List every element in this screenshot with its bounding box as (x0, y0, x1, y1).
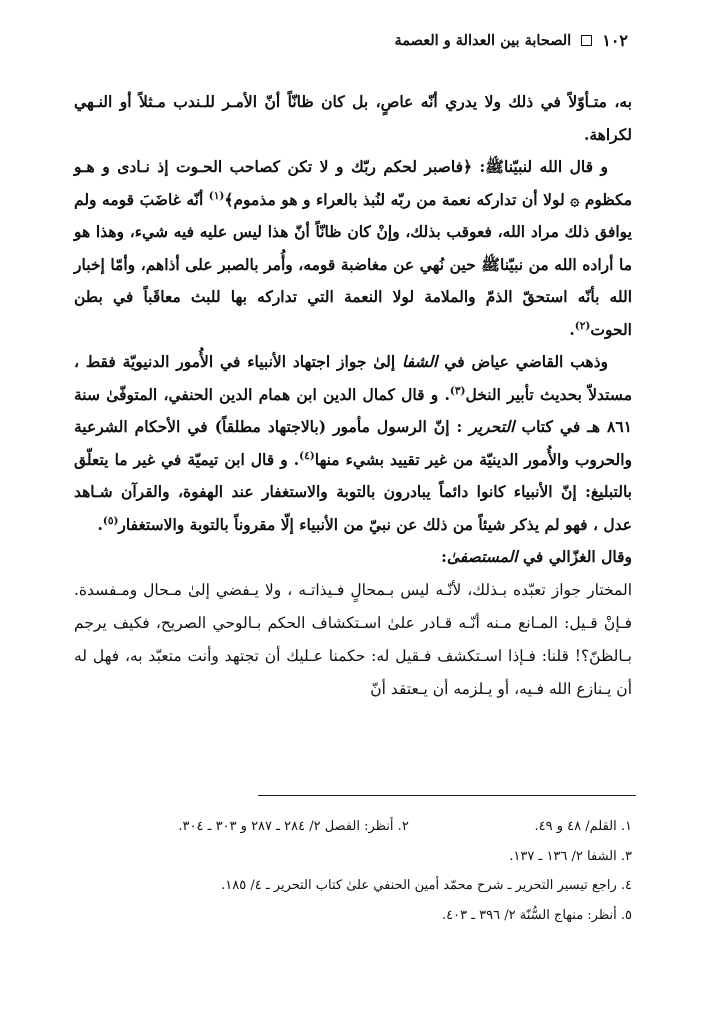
page-number: ١٠٢ (602, 30, 628, 50)
footnote-5: ٥. أنظر: منهاج السُّنّة ٢/ ٣٩٦ ـ ٤٠٣. (441, 907, 632, 923)
book-name-mustasfa: المستصفىٰ (446, 547, 518, 566)
footnote-ref-1[interactable]: (١) (208, 189, 225, 202)
paragraph-2 (74, 151, 632, 346)
footnote-ref-3[interactable]: (٣) (449, 384, 466, 397)
ghazali-quote-text: المختار جواز تعبّده بـذلك، لأنّـه ليس بـمحالٍ فـيذاتـه ، ولا يـفضي إلىٰ مـحال ومـفسدة. فـإنْ قـيل: المـانع مـنه أنّـه قـادر علىٰ اسـتكشاف الحكم بـالوحي الصريح، فكيف يرجم بـالظنّ؟! قلنا: فـإذا اسـتكشف فـقيل له: حكمنا عـليك أن تجتهد وأنت متعبّد به، فهل له أن يـنازع الله فـيه، أو يـلزمه أن يـعتقد أنّ (74, 580, 632, 698)
ghazali-intro-text-a: وقال الغزّالي في (517, 547, 632, 566)
book-title: الصحابة بين العدالة و العصمة (394, 31, 572, 49)
footnote-ref-5[interactable]: (٥) (102, 514, 119, 527)
ghazali-intro (74, 541, 632, 574)
paragraph-3-text-c: . و قال كمال الدين ابن همام الدين الحنفي، المتوفّىٰ سنة ٨٦١ هـ في كتاب (74, 384, 633, 436)
book-name-tahrir: التحرير (469, 417, 515, 436)
footnote-4: ٤. راجع تيسير التحرير ـ شرح محمّد أمين الحنفي علىٰ كتاب التحرير ـ ٤/ ١٨٥. (221, 878, 632, 893)
footnote-ref-2[interactable]: (٢) (574, 319, 591, 332)
footnotes (74, 812, 632, 930)
footnote-2: ٢. أنظر: الفصل ٢/ ٢٨٤ ـ ٢٨٧ و ٣٠٣ ـ ٣٠٤. (178, 819, 409, 834)
paragraph-3-text-e: . و قال ابن تيميّة في غير ما يتعلّق بالتبليغ: إنّ الأنبياء كانوا دائماً يبادرون بالتوبة والاستغفار عند الهفوة، والقرآن شـاهد عدل ، فهو لم يذكر شيئاً من ذلك عن نبيّ من الأنبياء إلّا مقروناً بالتوبة والاستغفار (74, 449, 632, 534)
footnote-ref-4[interactable]: (٤) (299, 449, 315, 462)
running-header (88, 28, 628, 52)
book-name-shifa: الشفا (402, 352, 438, 371)
paragraph-1 (74, 86, 632, 151)
footnote-row-2 (74, 842, 632, 872)
paragraph-2-text-c: . (569, 319, 575, 339)
paragraph-2-text-b: أنّه غاضَبَ قومه ولم يوافق ذلك مراد الله، فعوقب بذلك، وإنْ كان ظانّاً أنّ هذا ليس عليه فيه شيء، وهذا هو ما أراده الله من نبيّنا‌ﷺ حين نُهي عن مغاضبة قومه، وأُمر بالصبر على أذاهم، وأمّا إخبار الله بأنّه استحقّ الذمّ والملامة لولا النعمة التي تداركه بها للبث معاقَباً في بطن الحوت (74, 189, 632, 339)
paragraph-2-text-a: و قال الله لنبيّنا‌ﷺ: ﴿فاصبر لحكم ربّك و لا تكن كصاحب الحـوت إذ نـادى و هـو مكظوم ۞ لولا أن تداركه نعمة من ربّه لنُبذ بالعراء و هو مذموم﴾ (74, 157, 633, 209)
footnote-row-1 (74, 812, 632, 842)
paragraph-3-text-f: . (97, 514, 103, 534)
main-text (74, 86, 632, 706)
paragraph-1-text: به، متـأوّلاً في ذلك ولا يدري أنّه عاصٍ، بل كان ظانّاً أنّ الأمـر للـندب مـثلاً أو النـهي لكراهة. (74, 92, 632, 144)
header-separator-square (581, 35, 592, 46)
footnote-row-3 (74, 871, 632, 901)
paragraph-3-text-b: إلىٰ جواز اجتهاد الأنبياء في الأُمور الدنيويّة فقط ، مستدلاّ بحديث تأبير النخل (74, 352, 632, 404)
footnote-row-4 (74, 901, 632, 931)
ghazali-quote (74, 574, 632, 706)
paragraph-3 (74, 346, 632, 541)
footnote-separator (258, 795, 636, 796)
ghazali-intro-text-b: : (441, 547, 447, 566)
paragraph-3-text-d: : إنّ الرسول مأمور (بالاجتهاد مطلقاً) في الأحكام الشرعية والحروب والأُمور الدينيّة من غير تقييد بشيء منها (74, 417, 632, 469)
paragraph-3-text-a: وذهب القاضي عياض في (437, 352, 608, 371)
footnote-1: ١. القلم/ ٤٨ و ٤٩. (534, 819, 632, 834)
footnote-3: ٣. الشفا ٢/ ١٣٦ ـ ١٣٧. (509, 848, 632, 864)
